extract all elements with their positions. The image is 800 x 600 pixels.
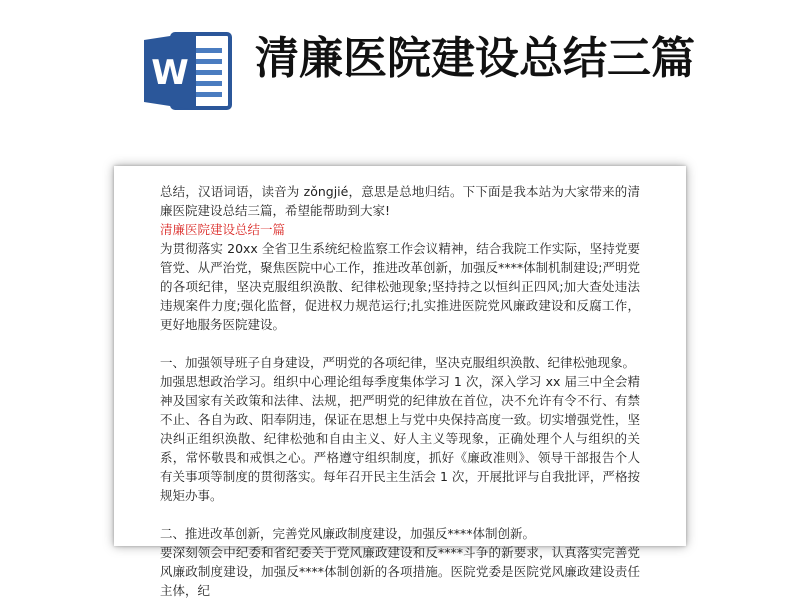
paragraph-gap xyxy=(160,334,640,353)
page-title: 清廉医院建设总结三篇 xyxy=(255,33,695,84)
word-letter: W xyxy=(151,53,189,93)
heading-1: 一、加强领导班子自身建设，严明党的各项纪律，坚决克服组织涣散、纪律松弛现象。 xyxy=(160,355,636,370)
paragraph-gap xyxy=(160,505,640,524)
paragraph-2: 加强思想政治学习。组织中心理论组每季度集体学习 1 次，深入学习 xx 届三中全会精神及国家有关政策和法律、法规，把严明党的纪律放在首位，决不允许有令不行、有禁不止、各自为政、阳奉阴违，保证在思想上与党中央保持高度一致。切实增强党性，坚决纠正组织涣散、纪律松弛和自由主义、好人主义等现象，正确处理个人与组织的关系，常怀敬畏和戒惧之心。严格遵守组织制度，抓好《廉政准则》、领导干部报告个人有关事项等制度的贯彻落实。每年召开民主生活会 1 次，开展批评与自我批评，严格按规矩办事。 xyxy=(160,374,640,503)
document-content xyxy=(160,182,640,600)
section-title: 清廉医院建设总结一篇 xyxy=(160,222,286,237)
word-doc-icon xyxy=(142,28,234,114)
intro-paragraph: 总结，汉语词语，读音为 zǒngjié，意思是总地归结。下下面是我本站为大家带来的清廉医院建设总结三篇，希望能帮助到大家! xyxy=(160,184,640,218)
paragraph-1: 为贯彻落实 20xx 全省卫生系统纪检监察工作会议精神，结合我院工作实际，坚持党要管党、从严治党，聚焦医院中心工作，推进改革创新，加强反****体制机制建设;严明党的各项纪律，坚决克服组织涣散、纪律松弛现象;坚持持之以恒纠正四风;加大查处违法违规案件力度;强化监督，促进权力规范运行;扎实推进医院党风廉政建设和反腐工作，更好地服务医院建设。 xyxy=(160,241,640,332)
header xyxy=(0,0,800,160)
document-page xyxy=(114,166,686,598)
paragraph-3: 要深刻领会中纪委和省纪委关于党风廉政建设和反****斗争的新要求，认真落实完善党风廉政制度建设，加强反****体制创新的各项措施。医院党委是医院党风廉政建设责任主体，纪 xyxy=(160,545,640,598)
heading-2: 二、推进改革创新，完善党风廉政制度建设，加强反****体制创新。 xyxy=(160,526,536,541)
